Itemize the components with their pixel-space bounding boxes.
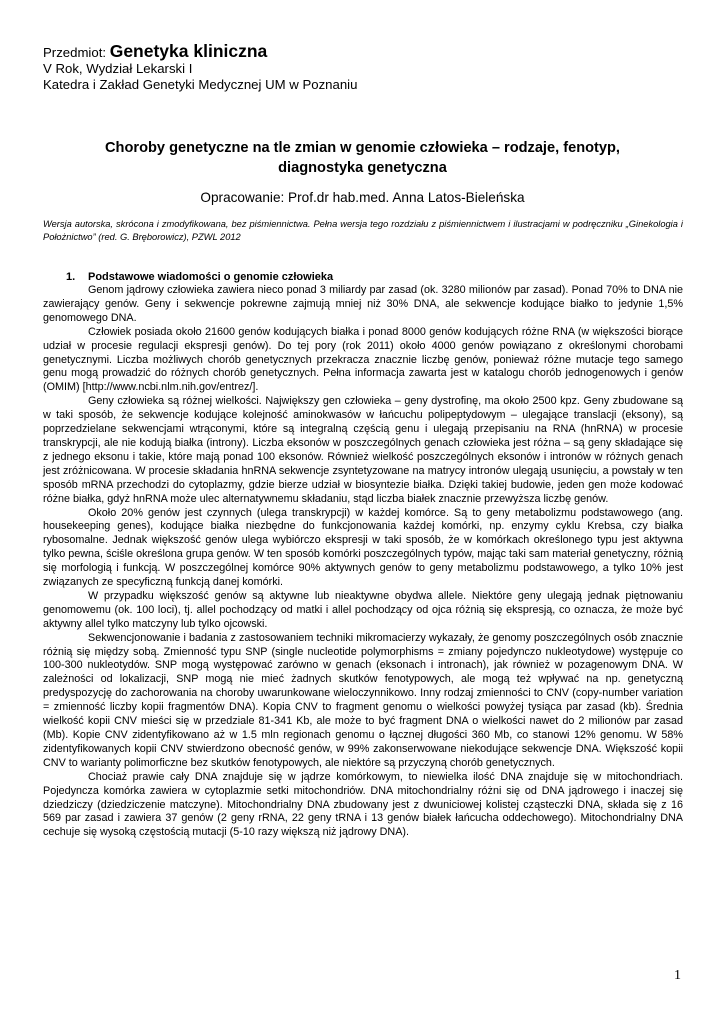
author-line: Opracowanie: Prof.dr hab.med. Anna Latos-Bieleńska bbox=[200, 190, 525, 205]
course-header bbox=[43, 43, 357, 93]
subject-name: Genetyka kliniczna bbox=[109, 41, 268, 61]
paragraph: Chociaż prawie cały DNA znajduje się w jądrze komórkowym, to niewielka ilość DNA znajduje się w mitochondriach. Pojedyncza komórka zawiera w cytoplazmie setki mitochondriów. DNA mitochondrialny różni się od DNA jądrowego i inaczej się dziedziczy (dziedziczenie matczyne). Mitochondrialny DNA zbudowany jest z dwuniciowej kolistej cząsteczki DNA, składa się z 16 569 par zasad i zawiera 37 genów (2 geny rRNA, 22 geny tRNA i 13 genów białek łańcucha oddechowego). Mitochondrialny DNA cechuje się wysoką częstością mutacji (5-10 razy większą niż jądrowy DNA). bbox=[43, 770, 683, 839]
section-number: 1. bbox=[66, 271, 76, 283]
subject-label: Przedmiot: bbox=[43, 45, 107, 60]
section-heading bbox=[66, 270, 333, 284]
page-number: 1 bbox=[674, 968, 681, 983]
year-faculty: V Rok, Wydział Lekarski I bbox=[43, 61, 193, 76]
paragraph: Człowiek posiada około 21600 genów kodujących białka i ponad 8000 genów kodujących różne RNA (w większości biorące udział w procesie regulacji ekspresji genów). Do tej pory (rok 2011) około 4000 genów powiązano z określonymi chorobami genetycznymi. Liczba możliwych chorób genetycznych przekracza znacznie liczbę genów, ponieważ różne mutacje tego samego genu mogą prowadzić do różnych chorób genetycznych. Pełna informacja zawarta jest w katalogu chorób jednogenowych i genów (OMIM) [http://www.ncbi.nlm.nih.gov/entrez/]. bbox=[43, 325, 683, 394]
title-line-2: diagnostyka genetyczna bbox=[278, 160, 447, 176]
department: Katedra i Zakład Genetyki Medycznej UM w Poznaniu bbox=[43, 77, 358, 92]
title-line-1: Choroby genetyczne na tle zmian w genomie człowieka – rodzaje, fenotyp, bbox=[105, 140, 620, 156]
version-note: Wersja autorska, skrócona i zmodyfikowana, bez piśmiennictwa. Pełna wersja tego rozdziału z piśmiennictwem i ilustracjami w podręczniku „Ginekologia i Położnictwo” (red. G. Bręborowicz), PZWL 2012 bbox=[43, 219, 683, 242]
paragraph: W przypadku większość genów są aktywne lub nieaktywne obydwa allele. Niektóre geny ulegają jednak piętnowaniu genomowemu (ok. 100 loci), tj. allel pochodzący od matki i allel pochodzący od ojca różnią się ekspresją, co oznacza, że może być aktywny allel tylko matczyny lub tylko ojcowski. bbox=[43, 589, 683, 630]
paragraph: Genom jądrowy człowieka zawiera nieco ponad 3 miliardy par zasad (ok. 3280 milionów par zasad). Ponad 70% to DNA nie zawierający genów. Geny i sekwencje pokrewne zajmują mniej niż 30% DNA, ale sekwencje kodujące białko to jedynie 1,5% genomowego DNA. bbox=[43, 284, 683, 324]
document-title bbox=[40, 138, 685, 178]
section-body bbox=[43, 284, 683, 840]
paragraph: Geny człowieka są różnej wielkości. Największy gen człowieka – geny dystrofinę, ma około 2500 kpz. Geny zbudowane są w taki sposób, że sekwencje kodujące kolejność aminokwasów w łańcuchu polipeptydowym – ulegające translacji (eksony), są poprzedzielane sekwencjami wtrąconymi, które są integralną częścią genu i ulegają przepisaniu na RNA (hnRNA) w procesie transkrypcji, ale nie kodują białka (introny). Liczba eksonów w poszczególnych genach człowieka jest różna – są geny składające się z jednego eksonu i takie, które mają ponad 100 eksonów. Również wielkość poszczególnych eksonów i intronów w różnych genach jest zróżnicowana. W procesie składania hnRNA sekwencje zsyntetyzowane na matrycy intronów ulegają usunięciu, a powstały w ten sposób mRNA przechodzi do cytoplazmy, gdzie bierze udział w biosyntezie białka. Dzięki takiej budowie, jeden gen może kodować różne białka, gdyż hnRNA może ulec alternatywnemu składaniu, stąd liczba białek znacznie przewyższa liczbę genów. bbox=[43, 395, 683, 505]
subject-line bbox=[43, 43, 357, 61]
paragraph: Około 20% genów jest czynnych (ulega transkrypcji) w każdej komórce. Są to geny metabolizmu podstawowego (ang. housekeeping genes), kodujące białka niezbędne do funkcjonowania każdej komórki, np. enzymy cyklu Krebsa, czy białka rybosomalne. Jednak większość genów ulega wybiórczo ekspresji w taki sposób, że w komórkach określonego typu jest aktywna tylko pewna, ściśle określona grupa genów. W ten sposób komórki poszczególnych typów, mając taki sam materiał genetyczny, różnią się morfologią i funkcją. W poszczególnej komórce 90% aktywnych genów to geny metabolizmu podstawowego, a tylko 10% jest związanych ze specyficzną funkcją danej komórki. bbox=[43, 506, 683, 589]
paragraph: Sekwencjonowanie i badania z zastosowaniem techniki mikromacierzy wykazały, że genomy poszczególnych osób znacznie różnią się między sobą. Zmienność typu SNP (single nucleotide polymorphisms = zmiany pojedynczo nukleotydowe) występuje co 100-300 nukleotydów. SNP mogą występować zarówno w genach (eksonach i intronach), jak również w pozagenowym DNA. W zależności od lokalizacji, SNP mogą nie mieć żadnych skutków fenotypowych, ale mogą też wpływać na np. genetyczną predyspozycję do zachorowania na choroby uwarunkowane wieloczynnikowo. Inny rodzaj zmienności to CNV (copy-number variation = zmienność liczby kopii fragmentów DNA). Kopia CNV to fragment genomu o wielkości powyżej tysiąca par zasad (kb). Średnia wielkość kopii CNV mieści się w przedziale 81-341 Kb, ale może to być fragment DNA o wielkości nawet do 2 milionów par zasad (Mb). Kopie CNV zidentyfikowano aż w 1.5 mln regionach genomu o łącznej długości 360 Mb, co stanowi 12% genomu. W 58% zidentyfikowanych kopii CNV stwierdzono obecność genów, w 99% zakonserwowane niekodujące sekwencje DNA. Większość kopii CNV to warianty polimorficzne bez skutków fenotypowych, ale niektóre są przyczyną chorób genetycznych. bbox=[43, 631, 683, 769]
section-title: Podstawowe wiadomości o genomie człowieka bbox=[88, 271, 334, 283]
